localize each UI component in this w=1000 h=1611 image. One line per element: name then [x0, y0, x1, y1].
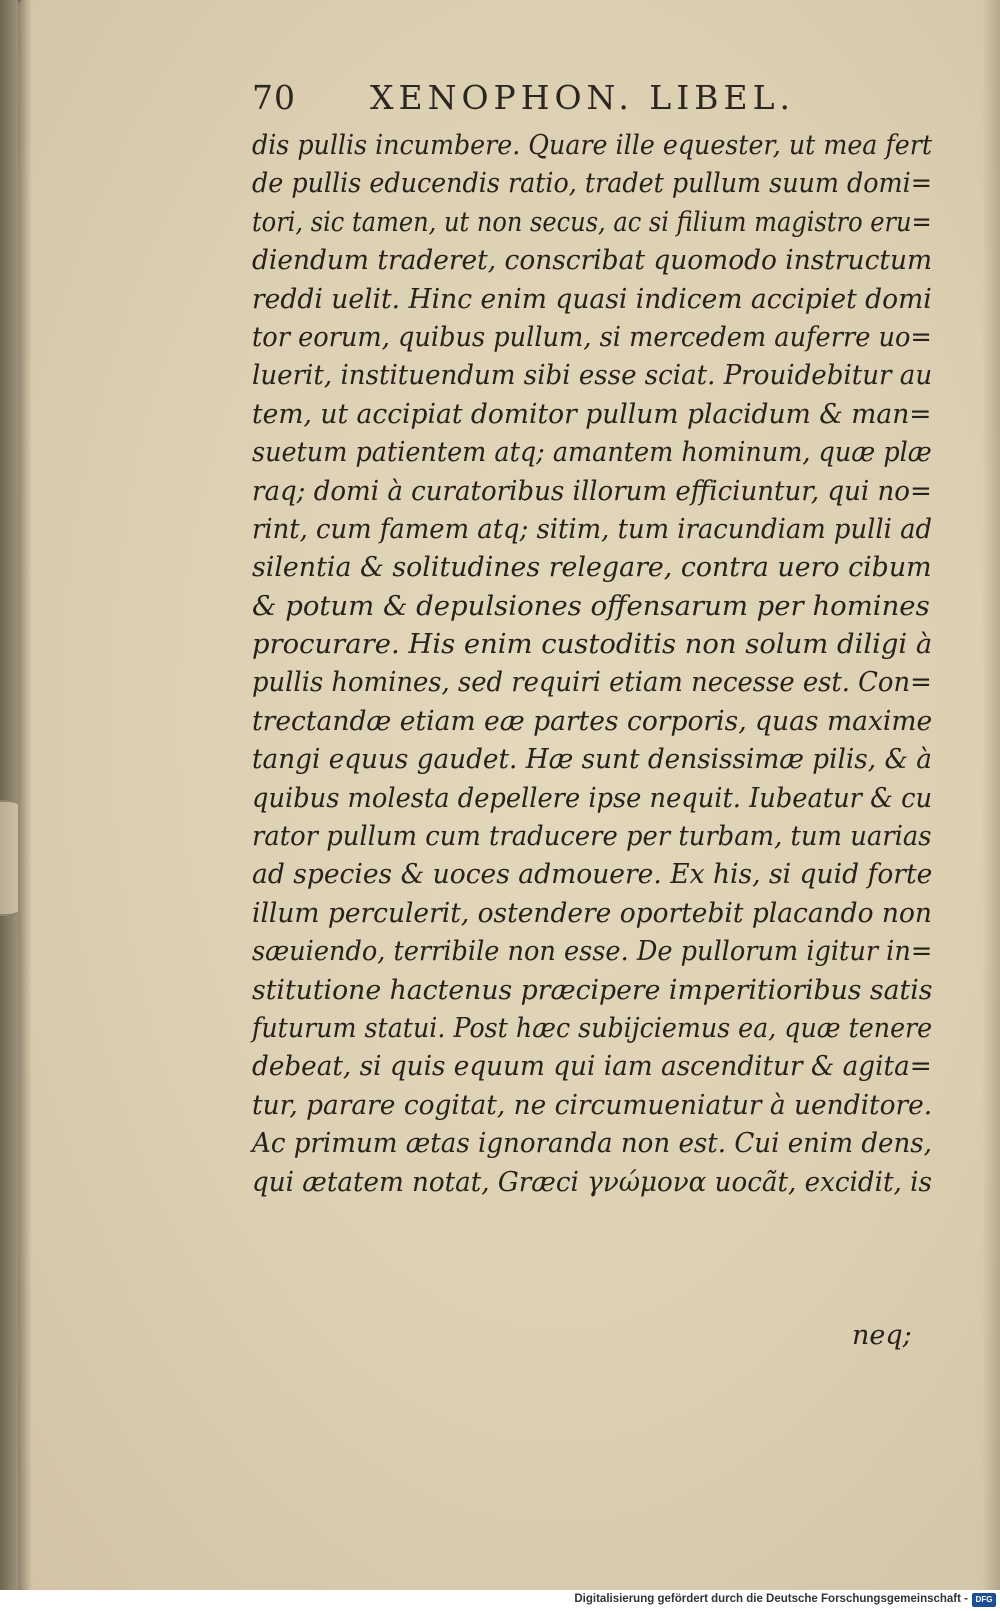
text-line: silentia & solitudines relegare, contra uero cibum: [252, 551, 932, 584]
text-line: tor eorum, quibus pullum, si mercedem auferre uo=: [252, 320, 932, 353]
page-header: [252, 78, 812, 124]
text-line: & potum & depulsiones offensarum per homines: [252, 589, 930, 622]
text-line: tangi equus gaudet. Hæ sunt densissimæ pilis, & à: [252, 743, 932, 776]
text-line: stitutione hactenus præcipere imperitioribus satis: [252, 973, 933, 1006]
text-line: sæuiendo, terribile non esse. De pullorum igitur in=: [252, 935, 933, 968]
text-line: futurum statui. Post hæc subijciemus ea, quæ tenere: [252, 1011, 933, 1044]
text-line: qui ætatem notat, Græci γνώμονα uocãt, excidit, is: [252, 1165, 932, 1198]
text-line: quibus molesta depellere ipse nequit. Iubeatur & cu: [252, 781, 933, 814]
text-line: luerit, instituendum sibi esse sciat. Prouidebitur au: [252, 359, 933, 392]
text-line: rint, cum famem atq; sitim, tum iracundiam pulli ad: [252, 512, 933, 545]
text-line: tori, sic tamen, ut non secus, ac si filium magistro eru=: [252, 205, 932, 238]
text-line: pullis homines, sed requiri etiam necesse est. Con=: [252, 666, 932, 699]
body-text: [252, 126, 932, 1201]
page-right-edge: [982, 0, 1000, 1590]
text-line: raq; domi à curatoribus illorum efficiuntur, qui no=: [252, 474, 932, 507]
page-number: 70: [252, 78, 296, 117]
text-line: trectandæ etiam eæ partes corporis, quas maxime: [252, 704, 933, 737]
text-line: diendum traderet, conscribat quomodo instructum: [252, 244, 933, 277]
text-line: dis pullis incumbere. Quare ille equester, ut mea fert: [252, 129, 933, 161]
text-line: debeat, si quis equum qui iam ascenditur & agita=: [252, 1050, 932, 1083]
text-line: illum perculerit, ostendere oportebit placando non: [252, 896, 932, 929]
text-line: reddi uelit. Hinc enim quasi indicem accipiet domi: [252, 282, 932, 315]
text-line: suetum patientem atq; amantem hominum, quæ plæ: [252, 436, 932, 469]
dfg-logo: DFG: [972, 1593, 996, 1607]
text-line: tur, parare cogitat, ne circumueniatur à uenditore.: [252, 1088, 933, 1121]
text-line: Ac primum ætas ignoranda non est. Cui enim dens,: [252, 1127, 932, 1160]
text-line: de pullis educendis ratio, tradet pullum suum domi=: [252, 167, 932, 200]
text-line: tem, ut accipiat domitor pullum placidum & man=: [252, 397, 932, 430]
funding-credit: Digitalisierung gefördert durch die Deutsche Forschungsgemeinschaft -: [574, 1593, 968, 1605]
text-line: ad species & uoces admouere. Ex his, si quid forte: [252, 858, 933, 891]
running-head: XENOPHON. LIBEL.: [370, 78, 795, 117]
footer-bar: [0, 1590, 1000, 1611]
page-shadow: [18, 0, 32, 1590]
text-line: rator pullum cum traducere per turbam, tum uarias: [252, 820, 932, 853]
catchword: neq;: [852, 1320, 912, 1351]
text-line: procurare. His enim custoditis non solum diligi à: [252, 628, 933, 661]
